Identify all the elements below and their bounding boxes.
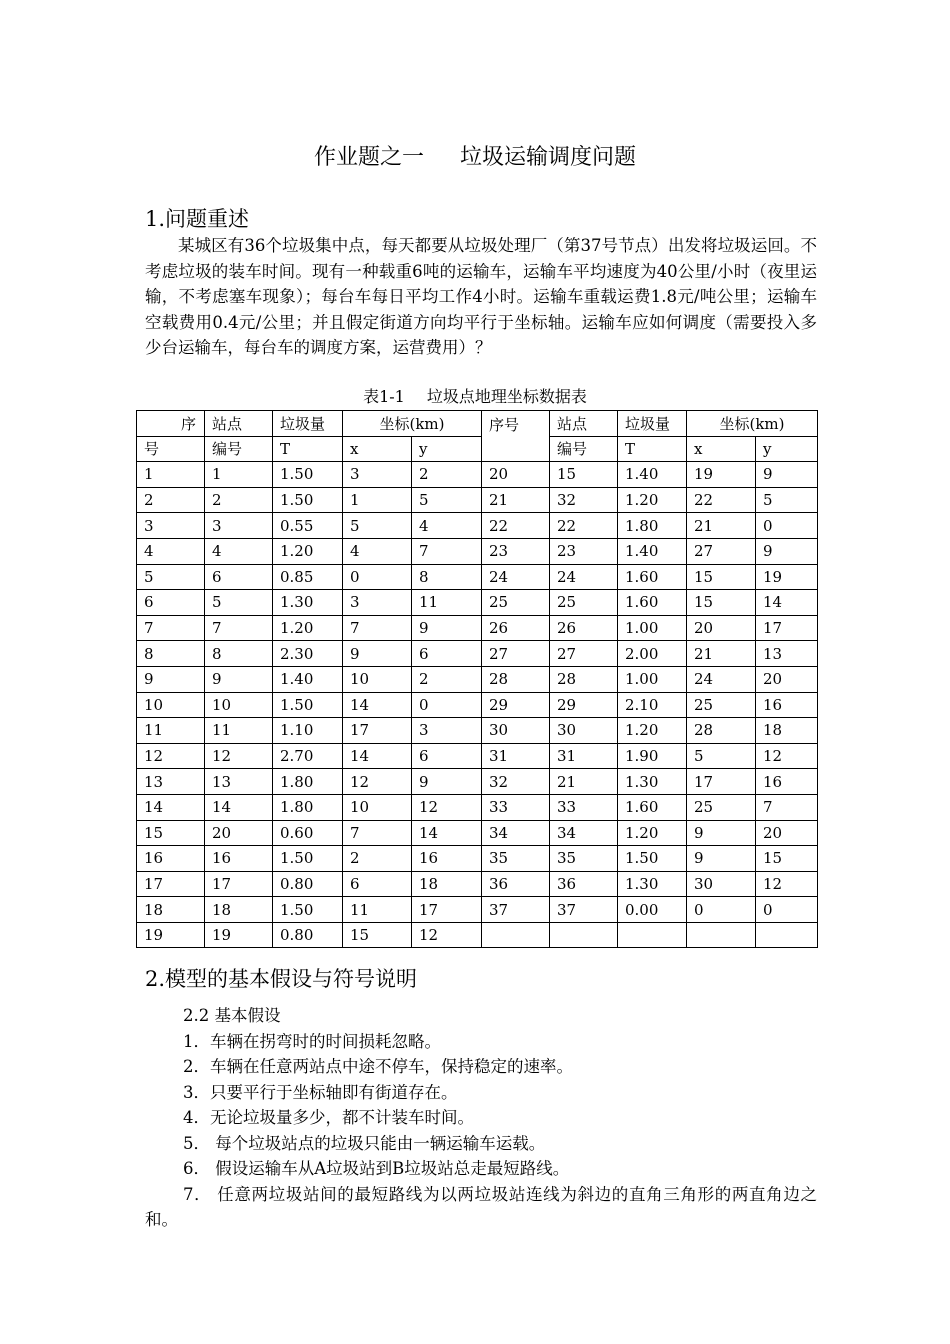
cell-amount2: 1.90 [618, 743, 687, 769]
cell-station: 10 [205, 692, 273, 718]
table-row [137, 641, 818, 667]
cell-station2: 36 [550, 871, 618, 897]
cell-amount: 1.30 [273, 590, 343, 616]
assumption-item: 6． 假设运输车从A垃圾站到B垃圾站总走最短路线。 [183, 1159, 570, 1178]
table-row [137, 487, 818, 513]
cell-seq: 19 [137, 922, 205, 948]
cell-amount2: 1.00 [618, 666, 687, 692]
cell-seq2: 31 [482, 743, 550, 769]
cell-y2: 17 [756, 615, 818, 641]
cell-x2 [687, 922, 756, 948]
cell-amount: 0.55 [273, 513, 343, 539]
cell-x2: 9 [687, 820, 756, 846]
title-part-2: 垃圾运输调度问题 [460, 145, 637, 170]
cell-seq: 7 [137, 615, 205, 641]
cell-seq2: 32 [482, 769, 550, 795]
cell-seq2: 34 [482, 820, 550, 846]
table-row [137, 769, 818, 795]
cell-x: 3 [343, 462, 412, 488]
table-row [137, 513, 818, 539]
cell-y2: 15 [756, 846, 818, 872]
cell-amount: 1.50 [273, 462, 343, 488]
cell-y2: 12 [756, 743, 818, 769]
cell-station2: 32 [550, 487, 618, 513]
cell-x2: 25 [687, 692, 756, 718]
cell-x2: 5 [687, 743, 756, 769]
header-amount-2-a: 垃圾量 [618, 411, 687, 437]
cell-x2: 0 [687, 897, 756, 923]
cell-y: 4 [412, 513, 482, 539]
cell-station2 [550, 922, 618, 948]
cell-x: 12 [343, 769, 412, 795]
cell-y: 2 [412, 666, 482, 692]
table-row [137, 564, 818, 590]
cell-seq: 4 [137, 538, 205, 564]
cell-y2: 7 [756, 794, 818, 820]
header-y: y [412, 436, 482, 462]
cell-seq: 16 [137, 846, 205, 872]
cell-seq2: 20 [482, 462, 550, 488]
cell-y: 5 [412, 487, 482, 513]
cell-y: 8 [412, 564, 482, 590]
cell-station: 1 [205, 462, 273, 488]
cell-amount2: 1.20 [618, 718, 687, 744]
cell-amount: 2.30 [273, 641, 343, 667]
cell-station: 13 [205, 769, 273, 795]
cell-seq2: 22 [482, 513, 550, 539]
cell-seq: 12 [137, 743, 205, 769]
table-row [137, 846, 818, 872]
header-amount-2-b: T [618, 436, 687, 462]
cell-y2: 16 [756, 692, 818, 718]
table-row [137, 820, 818, 846]
title-part-1: 作业题之一 [313, 145, 424, 170]
cell-x2: 21 [687, 641, 756, 667]
cell-seq: 9 [137, 666, 205, 692]
cell-x2: 17 [687, 769, 756, 795]
cell-y2: 9 [756, 462, 818, 488]
cell-station: 8 [205, 641, 273, 667]
cell-amount2: 1.40 [618, 462, 687, 488]
cell-y: 14 [412, 820, 482, 846]
assumption-item: 4．无论垃圾量多少，都不计装车时间。 [183, 1108, 474, 1127]
cell-seq2: 25 [482, 590, 550, 616]
cell-x2: 22 [687, 487, 756, 513]
cell-seq2: 29 [482, 692, 550, 718]
cell-amount2: 1.50 [618, 846, 687, 872]
page-title [0, 140, 950, 171]
assumption-item: 5． 每个垃圾站点的垃圾只能由一辆运输车运载。 [183, 1133, 546, 1153]
cell-seq2: 30 [482, 718, 550, 744]
header-amount-a: 垃圾量 [273, 411, 343, 437]
cell-seq2 [482, 922, 550, 948]
cell-seq2: 21 [482, 487, 550, 513]
cell-station2: 34 [550, 820, 618, 846]
subsection-heading: 2.2 基本假设 [183, 1006, 281, 1025]
cell-station2: 22 [550, 513, 618, 539]
table-row [137, 718, 818, 744]
header-seq-2: 序号 [482, 411, 550, 462]
cell-x2: 15 [687, 564, 756, 590]
cell-x2: 20 [687, 615, 756, 641]
cell-station: 2 [205, 487, 273, 513]
cell-amount: 1.10 [273, 718, 343, 744]
cell-amount2: 1.80 [618, 513, 687, 539]
cell-amount2: 1.30 [618, 871, 687, 897]
cell-y: 18 [412, 871, 482, 897]
cell-seq2: 36 [482, 871, 550, 897]
cell-station: 7 [205, 615, 273, 641]
cell-amount: 2.70 [273, 743, 343, 769]
cell-x2: 15 [687, 590, 756, 616]
cell-station: 14 [205, 794, 273, 820]
table-row [137, 615, 818, 641]
cell-y: 3 [412, 718, 482, 744]
cell-seq2: 33 [482, 794, 550, 820]
cell-seq2: 24 [482, 564, 550, 590]
cell-y2: 9 [756, 538, 818, 564]
table-row [137, 922, 818, 948]
header-seq-a: 序 [137, 411, 205, 437]
cell-y2: 5 [756, 487, 818, 513]
cell-station2: 30 [550, 718, 618, 744]
cell-y2 [756, 922, 818, 948]
cell-amount: 1.80 [273, 769, 343, 795]
table-row [137, 590, 818, 616]
cell-amount2: 1.60 [618, 564, 687, 590]
table-row [137, 538, 818, 564]
cell-seq: 15 [137, 820, 205, 846]
cell-x: 9 [343, 641, 412, 667]
cell-x2: 30 [687, 871, 756, 897]
cell-amount: 0.80 [273, 922, 343, 948]
header-row-2 [137, 436, 818, 462]
cell-station2: 29 [550, 692, 618, 718]
header-x-2: x [687, 436, 756, 462]
cell-amount2: 1.20 [618, 487, 687, 513]
cell-x: 17 [343, 718, 412, 744]
cell-station2: 27 [550, 641, 618, 667]
cell-x: 14 [343, 743, 412, 769]
cell-amount: 1.50 [273, 897, 343, 923]
cell-x2: 21 [687, 513, 756, 539]
cell-y: 9 [412, 769, 482, 795]
cell-station: 12 [205, 743, 273, 769]
cell-seq: 8 [137, 641, 205, 667]
cell-x: 11 [343, 897, 412, 923]
cell-station2: 26 [550, 615, 618, 641]
header-coord-2: 坐标(km) [687, 411, 818, 437]
table-row [137, 897, 818, 923]
cell-y2: 0 [756, 513, 818, 539]
cell-amount: 1.40 [273, 666, 343, 692]
cell-y2: 14 [756, 590, 818, 616]
cell-station: 3 [205, 513, 273, 539]
cell-station2: 24 [550, 564, 618, 590]
table-row [137, 743, 818, 769]
header-station-b: 编号 [205, 436, 273, 462]
cell-x2: 25 [687, 794, 756, 820]
header-station-a: 站点 [205, 411, 273, 437]
cell-amount2: 2.10 [618, 692, 687, 718]
cell-amount: 1.50 [273, 846, 343, 872]
cell-seq: 14 [137, 794, 205, 820]
cell-amount: 1.80 [273, 794, 343, 820]
header-y-2: y [756, 436, 818, 462]
cell-x2: 24 [687, 666, 756, 692]
cell-amount2: 0.00 [618, 897, 687, 923]
cell-x: 1 [343, 487, 412, 513]
table-row [137, 462, 818, 488]
cell-amount: 0.80 [273, 871, 343, 897]
table-row [137, 871, 818, 897]
cell-x: 10 [343, 666, 412, 692]
cell-y2: 0 [756, 897, 818, 923]
cell-y2: 20 [756, 820, 818, 846]
cell-x: 10 [343, 794, 412, 820]
cell-seq: 11 [137, 718, 205, 744]
cell-station: 9 [205, 666, 273, 692]
cell-station2: 15 [550, 462, 618, 488]
cell-station: 16 [205, 846, 273, 872]
cell-seq2: 26 [482, 615, 550, 641]
cell-y: 7 [412, 538, 482, 564]
cell-amount2: 1.00 [618, 615, 687, 641]
cell-x2: 27 [687, 538, 756, 564]
cell-station: 19 [205, 922, 273, 948]
cell-x: 15 [343, 922, 412, 948]
cell-x: 3 [343, 590, 412, 616]
table-row [137, 666, 818, 692]
cell-y: 0 [412, 692, 482, 718]
cell-x: 7 [343, 820, 412, 846]
cell-amount2: 1.30 [618, 769, 687, 795]
cell-y: 9 [412, 615, 482, 641]
cell-seq2: 27 [482, 641, 550, 667]
cell-seq: 1 [137, 462, 205, 488]
cell-station2: 21 [550, 769, 618, 795]
cell-x: 14 [343, 692, 412, 718]
cell-station: 18 [205, 897, 273, 923]
cell-y: 6 [412, 641, 482, 667]
cell-seq2: 28 [482, 666, 550, 692]
cell-x2: 28 [687, 718, 756, 744]
cell-x: 0 [343, 564, 412, 590]
section-2-heading: 2.模型的基本假设与符号说明 [145, 967, 418, 991]
cell-station: 11 [205, 718, 273, 744]
cell-y: 12 [412, 794, 482, 820]
table-caption-number: 表1-1 [363, 387, 405, 406]
cell-station2: 28 [550, 666, 618, 692]
cell-y: 6 [412, 743, 482, 769]
cell-seq2: 37 [482, 897, 550, 923]
cell-x: 4 [343, 538, 412, 564]
cell-station2: 23 [550, 538, 618, 564]
cell-seq2: 35 [482, 846, 550, 872]
cell-station2: 37 [550, 897, 618, 923]
cell-seq: 5 [137, 564, 205, 590]
cell-amount2: 1.20 [618, 820, 687, 846]
cell-station: 6 [205, 564, 273, 590]
cell-amount2: 1.60 [618, 590, 687, 616]
assumption-item: 7． 任意两垃圾站间的最短路线为以两垃圾站连线为斜边的直角三角形的两直角边之和。 [145, 1184, 817, 1229]
cell-seq: 13 [137, 769, 205, 795]
cell-amount2: 1.40 [618, 538, 687, 564]
cell-amount2 [618, 922, 687, 948]
cell-y2: 12 [756, 871, 818, 897]
cell-x2: 19 [687, 462, 756, 488]
cell-x: 6 [343, 871, 412, 897]
header-seq-b: 号 [137, 436, 205, 462]
cell-amount: 0.60 [273, 820, 343, 846]
cell-seq2: 23 [482, 538, 550, 564]
section-1-body: 某城区有36个垃圾集中点，每天都要从垃圾处理厂（第37号节点）出发将垃圾运回。不考虑垃圾的装车时间。现有一种载重6吨的运输车，运输车平均速度为40公里/小时（夜里运输，不考虑塞车现象）；每台车每日平均工作4小时。运输车重载运费1.8元/吨公里；运输车空载费用0.4元/公里；并且假定街道方向均平行于坐标轴。运输车应如何调度（需要投入多少台运输车，每台车的调度方案，运营费用）？ [145, 236, 817, 357]
header-x: x [343, 436, 412, 462]
cell-x: 7 [343, 615, 412, 641]
assumption-list [145, 1003, 817, 1233]
cell-station: 20 [205, 820, 273, 846]
cell-seq: 10 [137, 692, 205, 718]
cell-station2: 25 [550, 590, 618, 616]
cell-x2: 9 [687, 846, 756, 872]
cell-amount2: 1.60 [618, 794, 687, 820]
cell-amount: 0.85 [273, 564, 343, 590]
cell-station: 5 [205, 590, 273, 616]
cell-station: 4 [205, 538, 273, 564]
cell-station2: 35 [550, 846, 618, 872]
table-row [137, 692, 818, 718]
assumption-item: 2．车辆在任意两站点中途不停车，保持稳定的速率。 [183, 1057, 573, 1076]
cell-y2: 13 [756, 641, 818, 667]
cell-x: 5 [343, 513, 412, 539]
cell-y: 17 [412, 897, 482, 923]
cell-y: 2 [412, 462, 482, 488]
cell-x: 2 [343, 846, 412, 872]
table-caption-text: 垃圾点地理坐标数据表 [426, 387, 587, 406]
table-caption [0, 384, 950, 407]
section-1-heading: 1.问题重述 [145, 207, 250, 231]
coordinates-table [136, 410, 818, 948]
cell-amount2: 2.00 [618, 641, 687, 667]
cell-y: 11 [412, 590, 482, 616]
header-coord: 坐标(km) [343, 411, 482, 437]
cell-amount: 1.50 [273, 487, 343, 513]
cell-seq: 18 [137, 897, 205, 923]
header-station-2-a: 站点 [550, 411, 618, 437]
table-row [137, 794, 818, 820]
assumption-item: 1．车辆在拐弯时的时间损耗忽略。 [183, 1031, 441, 1051]
cell-y2: 16 [756, 769, 818, 795]
cell-y: 16 [412, 846, 482, 872]
cell-y2: 20 [756, 666, 818, 692]
cell-y2: 18 [756, 718, 818, 744]
cell-amount: 1.50 [273, 692, 343, 718]
header-row-1 [137, 411, 818, 437]
cell-y: 12 [412, 922, 482, 948]
cell-amount: 1.20 [273, 615, 343, 641]
cell-amount: 1.20 [273, 538, 343, 564]
cell-y2: 19 [756, 564, 818, 590]
assumption-item: 3．只要平行于坐标轴即有街道存在。 [183, 1082, 458, 1102]
cell-seq: 2 [137, 487, 205, 513]
cell-station2: 31 [550, 743, 618, 769]
cell-station: 17 [205, 871, 273, 897]
header-amount-b: T [273, 436, 343, 462]
cell-seq: 17 [137, 871, 205, 897]
cell-station2: 33 [550, 794, 618, 820]
header-station-2-b: 编号 [550, 436, 618, 462]
cell-seq: 6 [137, 590, 205, 616]
cell-seq: 3 [137, 513, 205, 539]
